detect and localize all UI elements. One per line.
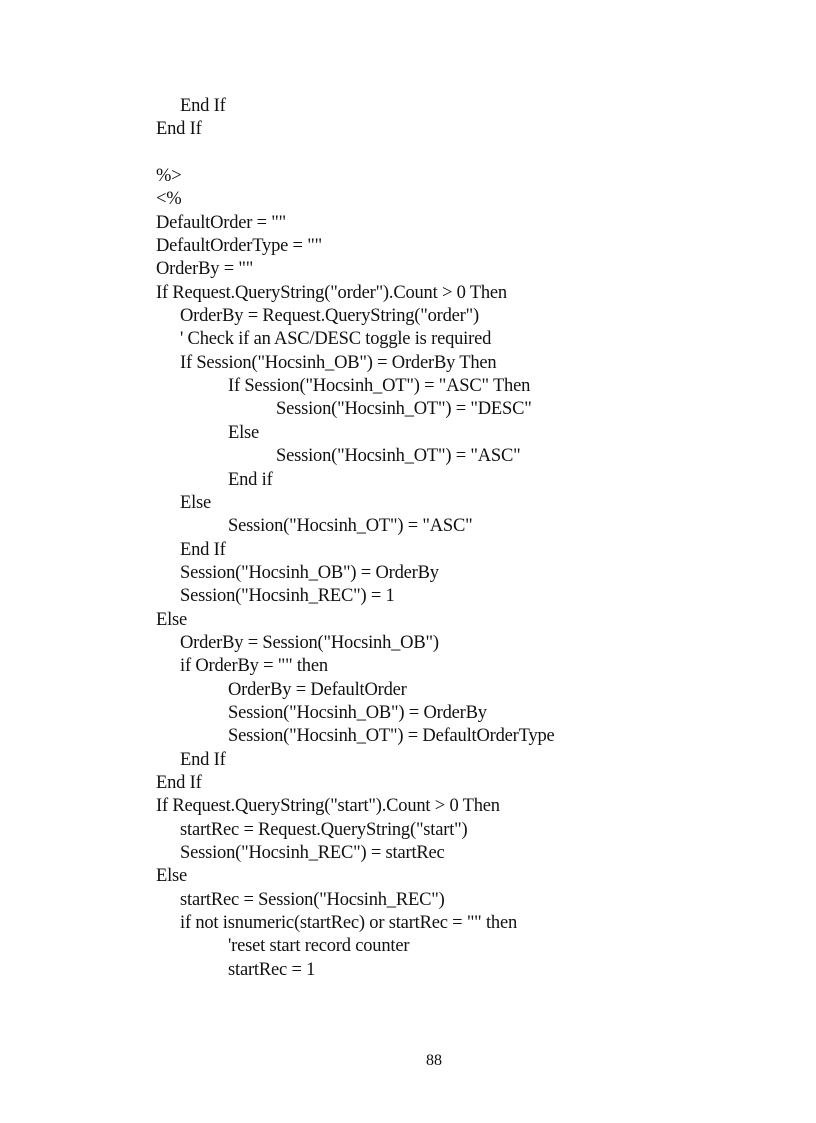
code-line: DefaultOrderType = "": [156, 236, 322, 257]
code-line: Session("Hocsinh_OT") = "ASC": [276, 446, 521, 467]
code-line: If Request.QueryString("start").Count > 0 Then: [156, 796, 500, 817]
code-line: OrderBy = DefaultOrder: [228, 679, 407, 700]
code-line: If Session("Hocsinh_OT") = "ASC" Then: [228, 376, 531, 397]
code-line: if OrderBy = "" then: [180, 656, 328, 677]
page-number: 88: [426, 1052, 442, 1069]
code-line: 'reset start record counter: [228, 936, 410, 957]
code-line: Session("Hocsinh_OB") = OrderBy: [180, 562, 439, 583]
code-line: Session("Hocsinh_REC") = 1: [180, 586, 395, 607]
code-listing: [156, 95, 756, 982]
code-line: If Request.QueryString("order").Count > 0 Then: [156, 282, 507, 303]
code-line: OrderBy = Session("Hocsinh_OB"): [180, 632, 439, 653]
code-line: startRec = Session("Hocsinh_REC"): [180, 889, 445, 910]
code-line: End If: [180, 749, 226, 770]
code-line: DefaultOrder = "": [156, 212, 287, 233]
code-line: ' Check if an ASC/DESC toggle is required: [180, 329, 492, 350]
code-line: End if: [228, 469, 273, 490]
code-line: End If: [156, 772, 202, 793]
code-line: Session("Hocsinh_OT") = DefaultOrderType: [228, 726, 555, 747]
code-line: If Session("Hocsinh_OB") = OrderBy Then: [180, 352, 497, 373]
code-line: Session("Hocsinh_REC") = startRec: [180, 843, 445, 863]
code-line: startRec = 1: [228, 959, 316, 980]
code-line: End If: [180, 96, 226, 116]
code-line: <%: [156, 189, 182, 210]
code-line: Else: [156, 609, 188, 630]
code-line: Session("Hocsinh_OT") = "DESC": [276, 399, 532, 420]
code-line: End If: [156, 119, 202, 140]
code-line: Else: [156, 866, 188, 887]
code-line: OrderBy = Request.QueryString("order"): [180, 306, 479, 327]
code-line: Session("Hocsinh_OT") = "ASC": [228, 516, 473, 537]
code-line: %>: [156, 166, 182, 187]
code-line: Else: [228, 422, 260, 443]
code-line: OrderBy = "": [156, 259, 254, 280]
code-line: [156, 142, 756, 165]
code-line: Session("Hocsinh_OB") = OrderBy: [228, 702, 487, 723]
code-line: End If: [180, 539, 226, 560]
code-line: startRec = Request.QueryString("start"): [180, 819, 468, 840]
code-line: Else: [180, 492, 212, 513]
code-line: if not isnumeric(startRec) or startRec = "" then: [180, 913, 518, 934]
